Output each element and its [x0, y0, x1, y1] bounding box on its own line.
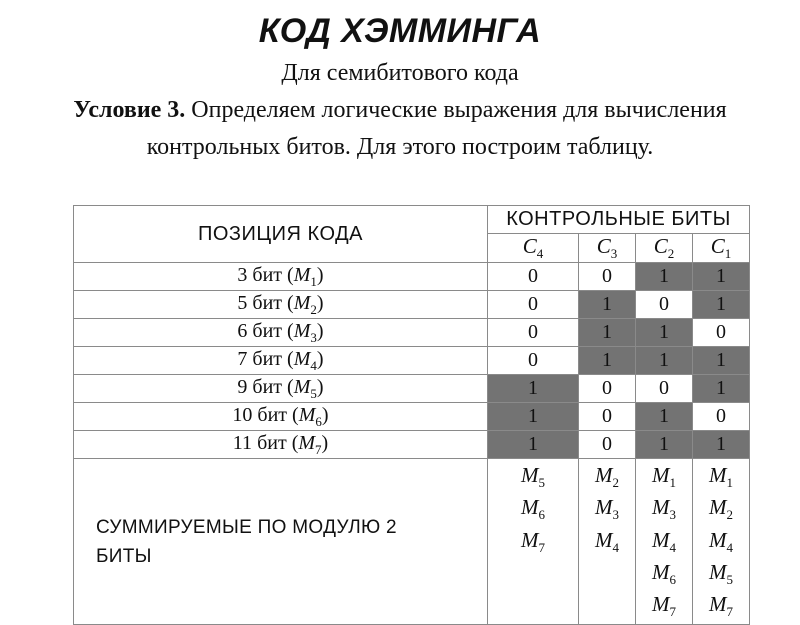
- position-cell: 6 бит $(M_3)$: [74, 319, 488, 347]
- position-number: 6: [237, 319, 248, 342]
- position-number: 7: [237, 347, 248, 370]
- message-bit-letter: M: [293, 347, 311, 370]
- bit-cell: 0: [636, 291, 693, 319]
- hamming-table: [73, 205, 750, 625]
- sum-item-index: 6: [669, 571, 676, 587]
- message-bit-index: 1: [310, 273, 317, 289]
- sum-item-letter: M: [595, 463, 613, 488]
- sum-item: [579, 528, 635, 560]
- message-bit-letter: M: [293, 319, 311, 342]
- bit-cell: 1: [693, 347, 750, 375]
- sum-item-index: 5: [538, 475, 545, 491]
- sum-item-index: 3: [669, 507, 676, 523]
- position-number: 3: [237, 263, 248, 286]
- condition-text: Определяем логические выражения для вычисления контрольных битов. Для этого построим таблицу.: [146, 97, 727, 160]
- sum-item-index: 2: [612, 475, 619, 491]
- sum-item: [693, 528, 749, 560]
- message-bit-letter: M: [293, 375, 311, 398]
- position-unit: бит: [252, 291, 283, 314]
- bit-cell: 0: [579, 375, 636, 403]
- bit-cell: 0: [488, 263, 579, 291]
- bit-cell: 1: [693, 263, 750, 291]
- position-header: ПОЗИЦИЯ КОДА: [74, 206, 488, 263]
- sum-item-letter: M: [709, 559, 727, 584]
- sum-item-index: 3: [612, 507, 619, 523]
- position-number: 5: [237, 291, 248, 314]
- sum-item: [579, 463, 635, 495]
- sum-item-letter: M: [709, 495, 727, 520]
- subtitle: Для семибитового кода: [281, 60, 519, 86]
- bit-cell: 1: [636, 403, 693, 431]
- position-cell: 11 бит $(M_7)$: [74, 431, 488, 459]
- bit-cell: 1: [636, 431, 693, 459]
- sum-item-letter: M: [595, 495, 613, 520]
- sum-item-index: 1: [669, 475, 676, 491]
- control-column-letter: C: [710, 234, 725, 258]
- position-number: 11: [232, 431, 253, 454]
- sum-item-letter: M: [709, 591, 727, 616]
- table-row: [74, 263, 750, 291]
- message-bit-index: 3: [310, 329, 317, 345]
- sum-item: [636, 463, 692, 495]
- position-number: 9: [237, 375, 248, 398]
- sum-item: [636, 528, 692, 560]
- sum-item-index: 4: [612, 539, 619, 555]
- sum-item-letter: M: [595, 527, 613, 552]
- message-bit-letter: M: [293, 291, 311, 314]
- sum-item-letter: M: [709, 527, 727, 552]
- table-row: [74, 403, 750, 431]
- control-column-index: 1: [724, 246, 732, 262]
- sum-item-letter: M: [652, 495, 670, 520]
- position-unit: бит: [257, 431, 287, 454]
- bit-cell: 0: [636, 375, 693, 403]
- sum-item: [636, 495, 692, 527]
- condition-paragraph: [50, 92, 750, 166]
- sum-item-index: 5: [726, 571, 733, 587]
- sum-item-index: 2: [726, 507, 733, 523]
- table-row: [74, 291, 750, 319]
- message-bit-index: 2: [310, 301, 317, 317]
- sum-item: [693, 592, 749, 624]
- sum-item-index: 6: [538, 507, 545, 523]
- sum-label-line2: БИТЫ: [96, 545, 152, 567]
- sum-item-letter: M: [521, 463, 539, 488]
- control-column-header-c2: [636, 234, 693, 263]
- sum-item: [488, 495, 578, 527]
- message-bit-letter: M: [293, 263, 311, 286]
- control-column-header-c3: [579, 234, 636, 263]
- control-column-letter: C: [653, 234, 668, 258]
- control-column-header-c1: [693, 234, 750, 263]
- message-bit-letter: M: [298, 403, 316, 426]
- control-column-letter: C: [596, 234, 611, 258]
- bit-cell: 0: [488, 319, 579, 347]
- position-unit: бит: [252, 347, 283, 370]
- bit-cell: 1: [636, 347, 693, 375]
- condition-label: Условие 3.: [73, 97, 186, 123]
- sum-item-letter: M: [652, 527, 670, 552]
- position-cell: 3 бит $(M_1)$: [74, 263, 488, 291]
- sum-item: [693, 463, 749, 495]
- position-unit: бит: [252, 263, 283, 286]
- message-bit-index: 4: [310, 357, 317, 373]
- position-cell: 9 бит $(M_5)$: [74, 375, 488, 403]
- position-cell: 5 бит $(M_2)$: [74, 291, 488, 319]
- bit-cell: 1: [579, 319, 636, 347]
- table-row: [74, 347, 750, 375]
- page-title: КОД ХЭММИНГА: [258, 12, 542, 50]
- sum-item-index: 7: [538, 539, 545, 555]
- header-row: [74, 206, 750, 234]
- sum-item-letter: M: [652, 463, 670, 488]
- control-column-index: 4: [536, 246, 544, 262]
- sum-item: [636, 592, 692, 624]
- bit-cell: 0: [693, 403, 750, 431]
- position-number: 10: [232, 403, 253, 426]
- position-cell: 10 бит $(M_6)$: [74, 403, 488, 431]
- position-unit: бит: [252, 375, 283, 398]
- sum-item: [488, 528, 578, 560]
- sum-item: [488, 463, 578, 495]
- bit-cell: 0: [693, 319, 750, 347]
- control-column-header-c4: [488, 234, 579, 263]
- sum-item-letter: M: [521, 527, 539, 552]
- control-column-letter: C: [522, 234, 537, 258]
- position-cell: 7 бит $(M_4)$: [74, 347, 488, 375]
- message-bit-index: 7: [315, 441, 322, 457]
- sum-item: [693, 495, 749, 527]
- bit-cell: 0: [488, 347, 579, 375]
- sum-item: [636, 560, 692, 592]
- bit-cell: 1: [579, 347, 636, 375]
- message-bit-letter: M: [298, 431, 316, 454]
- bit-cell: 1: [488, 375, 579, 403]
- table-row: [74, 319, 750, 347]
- position-unit: бит: [257, 403, 288, 426]
- sum-item: [693, 560, 749, 592]
- control-column-index: 2: [667, 246, 675, 262]
- sum-item-index: 7: [669, 604, 676, 620]
- bit-cell: 0: [579, 263, 636, 291]
- control-column-index: 3: [610, 246, 618, 262]
- message-bit-index: 5: [310, 385, 317, 401]
- bit-cell: 1: [693, 291, 750, 319]
- sum-item-index: 4: [726, 539, 733, 555]
- bit-cell: 1: [693, 375, 750, 403]
- sum-item-letter: M: [521, 495, 539, 520]
- bit-cell: 1: [693, 431, 750, 459]
- bit-cell: 1: [579, 291, 636, 319]
- control-bits-header: КОНТРОЛЬНЫЕ БИТЫ: [488, 206, 750, 234]
- sum-item-index: 1: [726, 475, 733, 491]
- sum-item-letter: M: [709, 463, 727, 488]
- sum-item-index: 7: [726, 604, 733, 620]
- table-row: [74, 375, 750, 403]
- sum-label-line1: СУММИРУЕМЫЕ ПО МОДУЛЮ 2: [96, 516, 397, 538]
- bit-cell: 1: [488, 431, 579, 459]
- bit-cell: 1: [636, 263, 693, 291]
- position-unit: бит: [252, 319, 283, 342]
- sum-item-letter: M: [652, 591, 670, 616]
- bit-cell: 0: [579, 403, 636, 431]
- bit-cell: 0: [488, 291, 579, 319]
- table-row: [74, 431, 750, 459]
- sum-item: [579, 495, 635, 527]
- bit-cell: 1: [488, 403, 579, 431]
- bit-cell: 0: [579, 431, 636, 459]
- sum-item-letter: M: [652, 559, 670, 584]
- sum-item-index: 4: [669, 539, 676, 555]
- bit-cell: 1: [636, 319, 693, 347]
- message-bit-index: 6: [315, 413, 322, 429]
